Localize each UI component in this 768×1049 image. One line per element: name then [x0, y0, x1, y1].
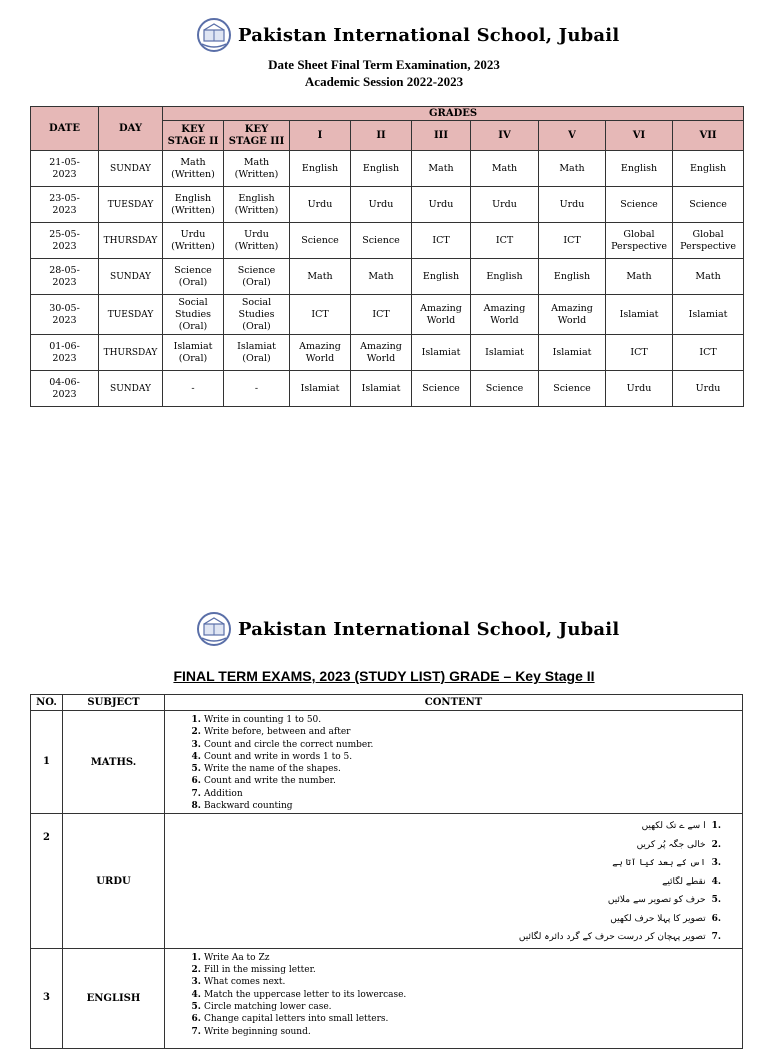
subject-cell: Urdu: [471, 187, 539, 223]
subject-cell: Urdu: [351, 187, 412, 223]
subject-cell: Science: [290, 223, 351, 259]
table-row: [31, 948, 743, 1048]
list-item: 7. Addition: [204, 788, 741, 800]
subject-cell: Science: [412, 371, 471, 407]
school-header-2: [196, 611, 619, 647]
day-cell: THURSDAY: [99, 335, 163, 371]
list-item: 4. Count and write in words 1 to 5.: [204, 751, 741, 763]
list-item: 3. Count and circle the correct number.: [204, 739, 741, 751]
subject-cell: Urdu: [673, 371, 744, 407]
subject-cell: English: [351, 151, 412, 187]
subject-cell: Urdu: [606, 371, 673, 407]
subject-cell: Amazing World: [351, 335, 412, 371]
table-row: [31, 151, 744, 187]
school-name: Pakistan International School, Jubail: [238, 618, 620, 640]
date-cell: 01-06- 2023: [31, 335, 99, 371]
subject-cell: ICT: [290, 295, 351, 335]
list-item: 5. Circle matching lower case.: [204, 1001, 741, 1013]
subject-cell: Islamiat (Oral): [163, 335, 224, 371]
list-item: .6تصویر کا پہلا حرف لکھیں: [610, 913, 721, 924]
subject-cell: Amazing World: [471, 295, 539, 335]
subject-cell: Math: [471, 151, 539, 187]
subject-cell: English: [471, 259, 539, 295]
subject-cell: Math: [290, 259, 351, 295]
subject-cell: Math: [673, 259, 744, 295]
subject-cell: Amazing World: [412, 295, 471, 335]
subject-name: MATHS.: [63, 711, 165, 814]
subject-cell: English: [290, 151, 351, 187]
subject-cell: Math: [606, 259, 673, 295]
day-cell: SUNDAY: [99, 371, 163, 407]
table-row: [31, 335, 744, 371]
header-key-stage-2: KEY STAGE II: [163, 121, 224, 151]
day-cell: SUNDAY: [99, 151, 163, 187]
content-cell: [165, 814, 743, 949]
subject-cell: Urdu (Written): [163, 223, 224, 259]
header-day: DAY: [99, 107, 163, 151]
study-list-table: [30, 694, 743, 1049]
subject-cell: Urdu (Written): [224, 223, 290, 259]
subject-cell: English: [412, 259, 471, 295]
row-number: 3: [31, 948, 63, 1048]
subject-cell: Science: [539, 371, 606, 407]
list-item: .1ا سے ے تک لکھیں: [641, 821, 721, 832]
header-grade-4: IV: [471, 121, 539, 151]
content-list: [166, 714, 741, 812]
day-cell: THURSDAY: [99, 223, 163, 259]
subject-cell: Math (Written): [224, 151, 290, 187]
list-item: .5حرف کو تصویر سے ملائیں: [607, 895, 721, 906]
row-number: 1: [31, 711, 63, 814]
list-item: 2. Write before, between and after: [204, 726, 741, 738]
date-cell: 04-06- 2023: [31, 371, 99, 407]
list-item: .7تصویر پہچان کر درست حرف کے گرد دائرہ لگائیں: [518, 932, 721, 943]
subject-cell: Science (Oral): [224, 259, 290, 295]
subject-cell: Science: [673, 187, 744, 223]
list-item: 4. Match the uppercase letter to its lowercase.: [204, 989, 741, 1001]
header-grade-6: VI: [606, 121, 673, 151]
subject-cell: Math: [351, 259, 412, 295]
header-grades: GRADES: [163, 107, 744, 121]
list-item: 7. Write beginning sound.: [204, 1026, 741, 1038]
header-grade-5: V: [539, 121, 606, 151]
subject-cell: Amazing World: [539, 295, 606, 335]
subject-cell: Science: [471, 371, 539, 407]
date-sheet-table: [30, 106, 744, 407]
subject-cell: Amazing World: [290, 335, 351, 371]
table-row: [31, 711, 743, 814]
subject-cell: English: [539, 259, 606, 295]
list-item: 6. Change capital letters into small letters.: [204, 1013, 741, 1025]
table-row: [31, 187, 744, 223]
list-item: 3. What comes next.: [204, 976, 741, 988]
school-crest-icon: [196, 611, 232, 647]
subject-cell: English (Written): [224, 187, 290, 223]
subject-cell: Islamiat: [351, 371, 412, 407]
header-no: NO.: [31, 695, 63, 711]
table-row: [31, 223, 744, 259]
day-cell: TUESDAY: [99, 187, 163, 223]
row-number: 2: [31, 814, 63, 949]
subject-cell: Math: [539, 151, 606, 187]
list-item: 1. Write in counting 1 to 50.: [204, 714, 741, 726]
date-cell: 30-05- 2023: [31, 295, 99, 335]
subject-cell: Social Studies (Oral): [163, 295, 224, 335]
subject-cell: Islamiat: [539, 335, 606, 371]
subject-cell: English: [606, 151, 673, 187]
subject-cell: ICT: [471, 223, 539, 259]
subject-cell: English: [673, 151, 744, 187]
school-name: Pakistan International School, Jubail: [238, 24, 620, 46]
subject-cell: ICT: [351, 295, 412, 335]
header-key-stage-3: KEY STAGE III: [224, 121, 290, 151]
subject-name: ENGLISH: [63, 948, 165, 1048]
subject-cell: Urdu: [412, 187, 471, 223]
subject-cell: Islamiat: [290, 371, 351, 407]
subject-cell: Islamiat: [412, 335, 471, 371]
header-grade-1: I: [290, 121, 351, 151]
subject-cell: Global Perspective: [673, 223, 744, 259]
subject-cell: Urdu: [539, 187, 606, 223]
date-cell: 28-05- 2023: [31, 259, 99, 295]
header-grade-7: VII: [673, 121, 744, 151]
day-cell: SUNDAY: [99, 259, 163, 295]
day-cell: TUESDAY: [99, 295, 163, 335]
content-cell: [165, 948, 743, 1048]
list-item: .4نقطے لگائیے: [662, 876, 721, 887]
content-cell: [165, 711, 743, 814]
subject-cell: English (Written): [163, 187, 224, 223]
subject-cell: ICT: [673, 335, 744, 371]
subject-cell: Islamiat: [471, 335, 539, 371]
list-item: 2. Fill in the missing letter.: [204, 964, 741, 976]
table-row: [31, 814, 743, 949]
subject-cell: Islamiat (Oral): [224, 335, 290, 371]
subject-cell: Science: [606, 187, 673, 223]
subject-cell: -: [224, 371, 290, 407]
subject-cell: Global Perspective: [606, 223, 673, 259]
subject-cell: -: [163, 371, 224, 407]
date-cell: 25-05- 2023: [31, 223, 99, 259]
list-item: 1. Write Aa to Zz: [204, 952, 741, 964]
study-list-title: FINAL TERM EXAMS, 2023 (STUDY LIST) GRADE – Key Stage II: [173, 668, 595, 684]
subject-cell: Islamiat: [673, 295, 744, 335]
header-content: CONTENT: [165, 695, 743, 711]
list-item: .3اس کے بعد کیا آتا ہے: [612, 858, 721, 869]
session-title: Academic Session 2022-2023: [304, 74, 464, 89]
table-row: [31, 295, 744, 335]
subject-cell: Urdu: [290, 187, 351, 223]
list-item: .2خالی جگہ پُر کریں: [636, 839, 721, 850]
date-cell: 21-05- 2023: [31, 151, 99, 187]
subject-cell: Math: [412, 151, 471, 187]
school-crest-icon: [196, 17, 232, 53]
list-item: 8. Backward counting: [204, 800, 741, 812]
subject-cell: Math (Written): [163, 151, 224, 187]
school-header: [196, 17, 619, 53]
list-item: 6. Count and write the number.: [204, 775, 741, 787]
subject-cell: Science: [351, 223, 412, 259]
content-list: [166, 952, 741, 1038]
subject-cell: Islamiat: [606, 295, 673, 335]
header-grade-3: III: [412, 121, 471, 151]
subject-cell: Science (Oral): [163, 259, 224, 295]
date-cell: 23-05- 2023: [31, 187, 99, 223]
list-item: 5. Write the name of the shapes.: [204, 763, 741, 775]
table-row: [31, 371, 744, 407]
subject-name: URDU: [63, 814, 165, 949]
header-subject: SUBJECT: [63, 695, 165, 711]
subject-cell: ICT: [412, 223, 471, 259]
header-grade-2: II: [351, 121, 412, 151]
header-date: DATE: [31, 107, 99, 151]
subject-cell: ICT: [539, 223, 606, 259]
table-row: [31, 259, 744, 295]
subject-cell: ICT: [606, 335, 673, 371]
urdu-content-list: [166, 815, 741, 947]
date-sheet-title: Date Sheet Final Term Examination, 2023: [268, 57, 500, 72]
subject-cell: Social Studies (Oral): [224, 295, 290, 335]
